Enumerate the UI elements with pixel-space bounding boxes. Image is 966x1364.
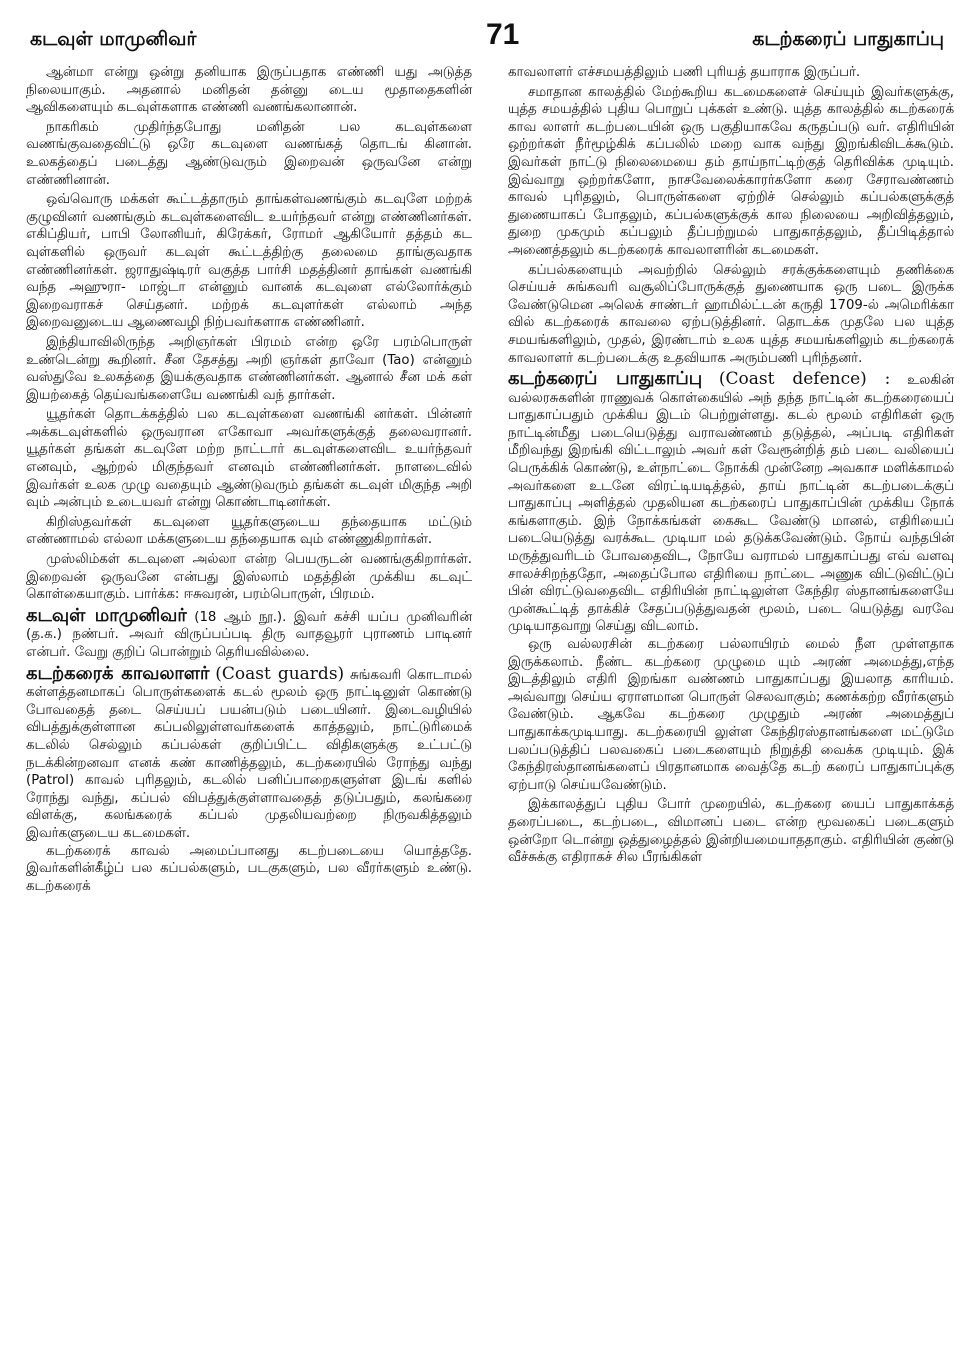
paragraph: ஆன்மா என்று ஒன்று தனியாக இருப்பதாக எண்ணி யது அடுத்த நிலையாகும். அதனால் மனிதன் தன்னு டைய மூதாதைகளின் ஆவிகளையும் கடவுள்களாக எண்ணி வணங்கலானான். xyxy=(26,65,472,116)
paragraph: கப்பல்களையும் அவற்றில் செல்லும் சரக்குக்களையும் தணிக்கை செய்யச் சுங்கவரி வசூலிப்போருக்குத் துணையாக ஒரு படை இருக்க வேண்டுமென அலெக் சாண்டர் ஹாமில்ட்டன் கருதி 1709-ல் அமெரிக்கா வில் கடற்கரைக் காவலை ஏற்படுத்தினர். தொடக்க முதலே பல யுத்த சமயங்களிலும், முதல், இரண்டாம் உலக யுத்த சமயங்களிலும் கடற்கரைக் காவலாளர் கடற்படைக்கு உதவியாக அரும்பணி புரிந்தனர். xyxy=(508,262,954,366)
entry-kadavul-mamunivar xyxy=(26,604,472,662)
left-column xyxy=(26,64,472,897)
entry-latin-term: (Coast guards) xyxy=(215,663,345,684)
running-head-right: கடற்கரைப் பாதுகாப்பு xyxy=(752,28,944,50)
running-head-left: கடவுள் மாமுனிவர் xyxy=(30,28,197,50)
paragraph: யூதர்கள் தொடக்கத்தில் பல கடவுள்களை வணங்கி னர்கள். பின்னர் அக்கடவுள்களில் ஒருவரான எகோவா அவர்களுக்குத் தலைவரானர். யூதர்கள் தங்கள் கடவுளே மற்ற நாட்டார் கடவுள்களைவிட உயர்ந்தவர் எனவும், ஆற்றல் மிகுந்தவர் எனவும் எண்ணினர்கள். நாளடைவில் இவர்கள் உலக முழு வதையும் ஆண்டுவரும் தங்கள் கடவுள் மிகுந்த அறி வும் அன்பும் உடையவர் என்று கொண்டாடினர்கள். xyxy=(26,407,472,511)
entry-heading: கடற்கரைக் காவலாளர் xyxy=(26,662,210,684)
entry-coast-guards xyxy=(26,662,473,843)
entry-heading: கடற்கரைப் பாதுகாப்பு xyxy=(508,368,703,390)
paragraph: இக்காலத்துப் புதிய போர் முறையில், கடற்கரை யைப் பாதுகாக்கத் தரைப்படை, கடற்படை, விமானப் படை என்ற மூவகைப் படைகளும் ஒன்றோ டொன்று ஒத்துழைத்தல் இன்றியமையாததாகும். எதிரியின் குண்டு வீச்சுக்கு எதிராகச் சில பீரங்கிகள் xyxy=(508,797,954,866)
paragraph: காவலாளர் எச்சமயத்திலும் பணி புரியத் தயாராக இருப்பர். xyxy=(508,65,861,80)
entry-latin-term: (Coast defence) : xyxy=(718,369,891,390)
paragraph: ஒரு வல்லரசின் கடற்கரை பல்லாயிரம் மைல் நீள முள்ளதாக இருக்கலாம். நீண்ட கடற்கரை முழுமை யும் அரண் அமைத்து,எந்த இடத்திலும் எதிரி இறங்கா வண்ணம் பாதுகாப்பது இயலாத காரியம். அவ்வாறு செய்ய ஏராளமான பொருள் செலவாகும்; கணக்கற்ற வீரர்களும் வேண்டும். ஆகவே கடற்கரை முழுதும் அரண் அமைத்துப் பாதுகாக்கமுடியாது. கடற்கரையி லுள்ள கேந்திரஸ்தானங்களை மட்டுமே பலப்படுத்திப் பலவகைப் படைகளையும் நிறுத்தி வைக்க முடியும். இக் கேந்திரஸ்தானங்களைப் பிரதானமாக வைத்தே கடற் கரைப் பாதுகாப்புக்கு ஏற்பாடு செய்யவேண்டும். xyxy=(508,637,954,793)
entry-body: இவர் கச்சி யப்ப முனிவரின் (த.க.) நண்பர். அவர் விருப்பப்படி திரு வாதவூரர் புராணம் பாடினர் என்பர். வேறு குறிப் பொன்றும் தெரியவில்லை. xyxy=(26,609,472,660)
paragraph: சமாதான காலத்தில் மேற்கூறிய கடமைகளைச் செய்யும் இவர்களுக்கு, யுத்த சமயத்தில் புதிய பொறுப் புக்கள் உண்டு. யுத்த காலத்தில் கடற்கரைக் காவ லாளர் கடற்படையின் ஒரு பகுதியாகவே கருதப்படு வர். எதிரியின் ஒற்றர்கள் நீர்மூழ்கிக் கப்பலில் மறை வாக வந்து இறங்கிவிடக்கூடும். இவர்கள் நாட்டு நிலைமையை தம் தாய்நாட்டிற்குத் தெரிவிக்க முடியும். இவ்வாறு ஒற்றர்களோ, நாசவேலைக்காரர்களோ கரை சேராவண்ணம் காவல் புரிதலும், பொருள்களை ஏற்றிச் செல்லும் கப்பல்களுக்குத் துணையாகப் போதலும், கப்பல்களுக்குக் கால நிலையை அறிவித்தலும், துறை முகமும் கப்பலும் தீப்பற்றுமல் பாதுகாத்தலும், தீப்பிடித்தால் அணைத்தலும் கடற்கரைக் காவலாளரின் கடமைகள். xyxy=(508,84,954,258)
paragraph: நாகரிகம் முதிர்ந்தபோது மனிதன் பல கடவுள்களை வணங்குவதைவிட்டு ஒரே கடவுளை வணங்கத் தொடங் கினான். உலகத்தைப் படைத்து ஆண்டுவரும் இறைவன் ஒருவனே என்று எண்ணினான். xyxy=(26,119,472,188)
entry-body: சுங்கவரி கொடாமல் கள்ளத்தனமாகப் பொருள்களைக் கடல் மூலம் ஒரு நாட்டினுள் கொண்டு போவதைத் தடை செய்யப் பயன்படும் படையினர். இடைவழியில் விபத்துக்குள்ளான கப்பலிலுள்ளவர்களைக் காத்தலும், நாட்டுரிமைக் கடலில் செல்லும் கப்பல்கள் குறிப்பிட்ட விதிகளுக்கு உட்பட்டு நடக்கின்றனவா எனக் கண் காணித்தலும், கடற்கரையில் ரோந்து வந்து (Patrol) காவல் புரிதலும், கடலில் பனிப்பாறைகளுள்ள இடங் களில் ரோந்து வந்து, கப்பல் விபத்துக்குள்ளாவதைத் தடுப்பதும், கலங்கரை விளக்கு, கலங்கரைக் கப்பல் முதலியவற்றை நிருவகித்தலும் இவர்களுடைய கடமைகள். xyxy=(26,667,473,841)
page-header xyxy=(30,18,944,62)
paragraph: கிறிஸ்தவர்கள் கடவுளை யூதர்களுடைய தந்தையாக மட்டும் எண்ணாமல் எல்லா மக்களுடைய தந்தையாக வும் எண்ணுகிறார்கள். xyxy=(26,514,472,548)
entry-coast-defence xyxy=(508,370,954,636)
entry-heading: கடவுள் மாமுனிவர் xyxy=(26,604,187,626)
entry-date: (18 ஆம் நூ.). xyxy=(194,609,287,625)
page-number: 71 xyxy=(486,18,520,51)
paragraph: முஸ்லிம்கள் கடவுளை அல்லா என்ற பெயருடன் வணங்குகிறார்கள். இறைவன் ஒருவனே என்பது இஸ்லாம் மதத்தின் முக்கிய கடவுட் கொள்கையாகும். பார்க்க: ஈசுவரன், பரம்பொருள், பிரமம். xyxy=(26,552,472,603)
paragraph: கடற்கரைக் காவல் அமைப்பானது கடற்படையை யொத்ததே. இவர்களின்கீழ்ப் பல கப்பல்களும், படகுகளும், பல வீரர்களும் உண்டு. கடற்கரைக் xyxy=(26,843,472,894)
right-column xyxy=(508,64,954,869)
paragraph: இந்தியாவிலிருந்த அறிஞர்கள் பிரமம் என்ற ஒரே பரம்பொருள் உண்டென்று கூறினர். சீன தேசத்து அறி ஞர்கள் தாவோ (Tao) என்னும் வஸ்துவே உலகத்தை இயக்குவதாக எண்ணினர்கள். ஆனால் சீன மக் கள் இயற்கைத் தெய்வங்களையே வணங்கி வந் தார்கள். xyxy=(26,334,472,403)
paragraph: ஒவ்வொரு மக்கள் கூட்டத்தாரும் தாங்கள்வணங்கும் கடவுளே மற்றக் குழுவினர் வணங்கும் கடவுள்களைவிட உயர்ந்தவர் என்று எண்ணினர்கள். எகிப்தியர், பாபி லோனியர், கிரேக்கர், ரோமர் ஆகியோர் தத்தம் கட வுள்களில் ஒருவர் கடவுள் கூட்டத்திற்கு தலைமை தாங்குவதாக எண்ணினர்கள். ஜராதுஷ்டிரர் வகுத்த பார்சி மதத்தினர் தாங்கள் வணங்கி வந்த அஹுரா- மாஜ்டா என்னும் வானக் கடவுளை எல்லோர்க்கும் இறைவராகச் செய்தனர். மற்றக் கடவுளர்கள் எல்லாம் அந்த இறைவனுடைய ஆணைவழி நிற்பவர்களாக எண்ணினர். xyxy=(26,192,472,331)
entry-body: உலகின் வல்லரசுகளின் ராணுவக் கொள்கையில் அந் தந்த நாட்டின் கடற்கரையைப் பாதுகாப்பதும் முக்கிய இடம் பெற்றுள்ளது. கடல் மூலம் எதிரிகள் ஒரு நாட்டின்மீது படையெடுத்து வராவண்ணம் தடுத்தல், அப்படி எதிரிகள் மீறிவந்து இறங்கி விட்டாலும் அவர் கள் வேரூன்றித் தம் படை வலியைப் பெருக்கிக் கொண்டு, உள்நாட்டை நோக்கி முன்னேற அவகாச மளிக்காமல் அவர்களை உடனே விரட்டியடித்தல், தாய் நாட்டின் கடற்படைக்குப் பாதுகாப்பு அளித்தல் முதலியன கடற்கரைப் பாதுகாப்பின் முக்கிய நோக் கங்களாகும். இந் நோக்கங்கள் கைகூட வேண்டு மானல், எதிரியைப் படையெடுத்து வரக்கூட முடியா மல் தடுக்கவேண்டும். நோய் வந்தபின் மருத்துவரிடம் போவதைவிட, நோயே வராமல் பாதுகாப்பது எவ் வளவு சாலச்சிறந்ததோ, அதைப்போல எதிரியை நாட்டை அணுக விட்டுவிட்டுப் பின் விரட்டுவதைவிட எதிரியின் நாட்டிலுள்ள கேந்திர ஸ்தானங்களையே முன்கூட்டித் தாக்கிச் சேதப்படுத்துவதன் மூலம், படை யெடுத்து வரவே முடியாதவாறு செய்து விடலாம். xyxy=(508,373,954,635)
